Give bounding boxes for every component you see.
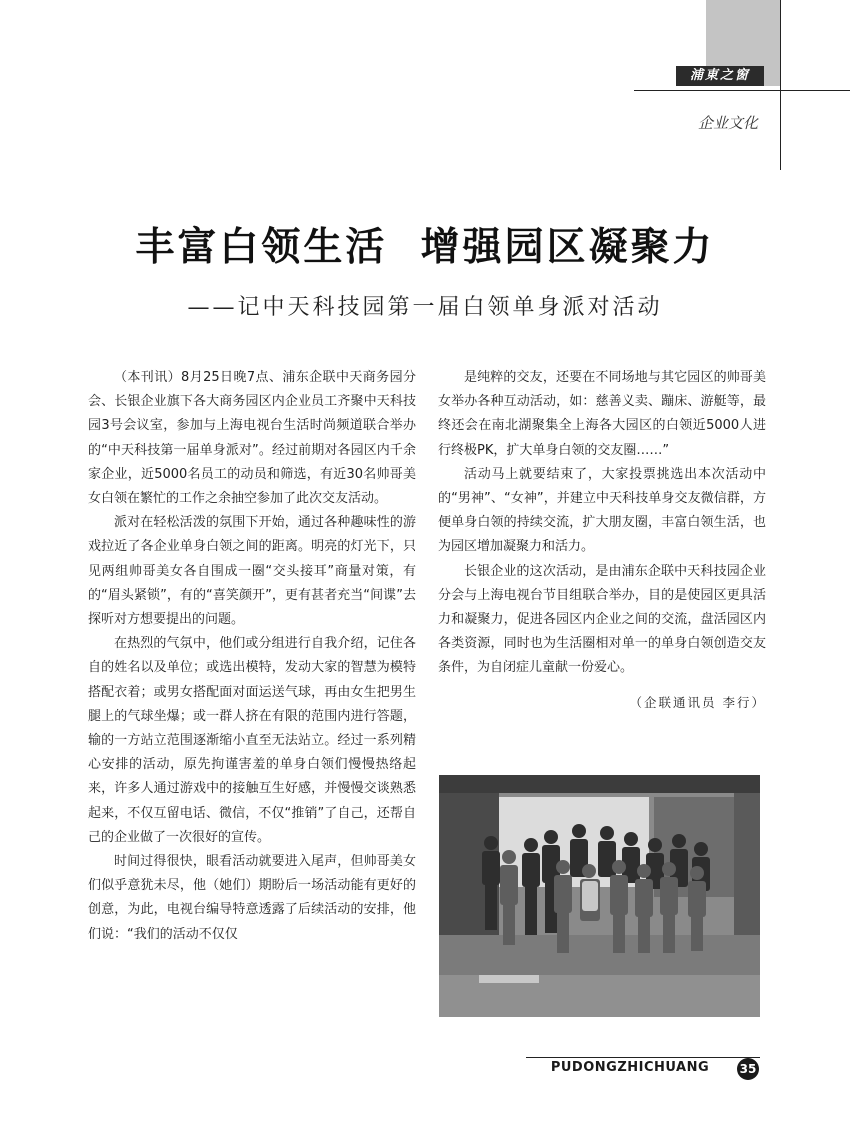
article-title: 丰富白领生活 增强园区凝聚力 <box>135 224 715 270</box>
paragraph: 派对在轻松活泼的氛围下开始，通过各种趣味性的游戏拉近了各企业单身白领之间的距离。明亮的灯光下，只见两组帅哥美女各自围成一圈“交头接耳”商量对策，有的“眉头紧锁”，有的“喜笑颜开”，更有甚者充当“间谍”去探听对方想要提出的问题。 <box>88 515 416 628</box>
article-subtitle: ——记中天科技园第一届白领单身派对活动 <box>187 295 663 320</box>
paragraph: 时间过得很快，眼看活动就要进入尾声，但帅哥美女们似乎意犹未尽，他（她们）期盼后一场活动能有更好的创意，为此，电视台编导特意透露了后续活动的安排，他们说：“我们的活动不仅仅 <box>88 854 416 942</box>
paragraph: （本刊讯）8月25日晚7点、浦东企联中天商务园分会、长银企业旗下各大商务园区内企业员工齐聚中天科技园3号会议室，参加与上海电视台生活时尚频道联合举办的“中天科技第一届单身派对”。经过前期对各园区内千余家企业，近5000名员工的动员和筛选，有近30名帅哥美女白领在繁忙的工作之余抽空参加了此次交友活动。 <box>88 370 416 507</box>
paragraph: 活动马上就要结束了，大家投票挑选出本次活动中的“男神”、“女神”，并建立中天科技单身交友微信群，方便单身白领的持续交流，扩大朋友圈，丰富白领生活，也为园区增加凝聚力和活力。 <box>438 466 766 555</box>
right-column <box>438 366 766 715</box>
page-number: 35 <box>737 1058 759 1080</box>
left-column <box>88 366 416 947</box>
magazine-brand-logo: 浦東之窗 <box>676 66 764 86</box>
header-vertical-rule <box>780 0 781 170</box>
header-rule <box>634 90 850 91</box>
paragraph: 长银企业的这次活动，是由浦东企联中天科技园企业分会与上海电视台节目组联合举办，目的是使园区更具活力和凝聚力，促进各园区内企业之间的交流，盘活园区内各类资源，同时也为生活圈相对单一的单身白领创造交友条件，为自闭症儿童献一份爱心。 <box>438 563 766 676</box>
footer-magazine-name: PUDONGZHICHUANG <box>550 1060 710 1075</box>
paragraph: 是纯粹的交友，还要在不同场地与其它园区的帅哥美女举办各种互动活动，如：慈善义卖、蹦床、游艇等，最终还会在南北湖聚集全上海各大园区的白领近5000人进行终极PK，扩大单身白领的交友圈……” <box>438 370 766 458</box>
group-photo-image <box>439 775 760 1017</box>
section-label: 企业文化 <box>697 114 758 132</box>
byline: （企联通讯员 李行） <box>629 694 766 710</box>
footer-rule <box>526 1057 760 1058</box>
group-photo <box>439 775 760 1017</box>
paragraph: 在热烈的气氛中，他们或分组进行自我介绍，记住各自的姓名以及单位；或选出模特，发动大家的智慧为模特搭配衣着；或男女搭配面对面运送气球，再由女生把男生腿上的气球坐爆；或一群人挤在有限的范围内进行答题，输的一方站立范围逐渐缩小直至无法站立。经过一系列精心安排的活动，原先拘谨害羞的单身白领们慢慢热络起来，许多人通过游戏中的接触互生好感，并慢慢交谈熟悉起来，不仅互留电话、微信，不仅“推销”了自己，还帮自己的企业做了一次很好的宣传。 <box>88 636 416 845</box>
